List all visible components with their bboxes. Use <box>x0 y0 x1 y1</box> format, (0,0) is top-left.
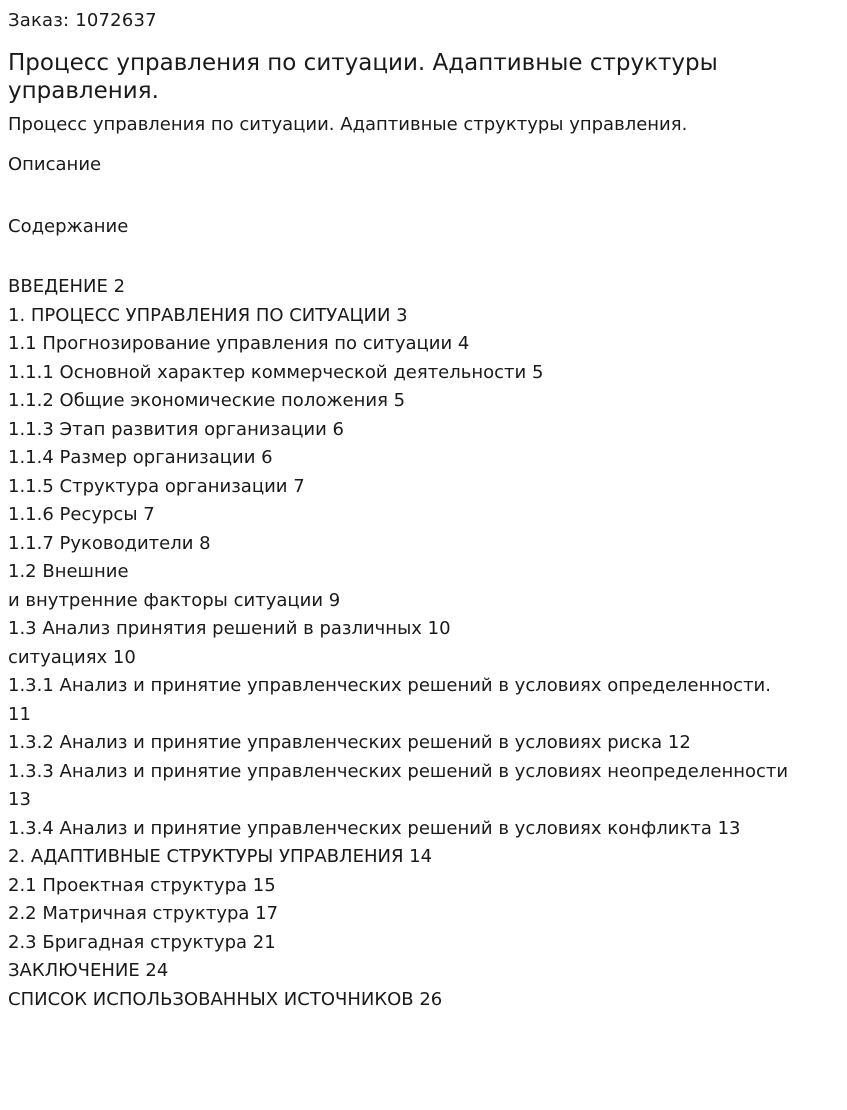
toc-line: 1.1.5 Структура организации 7 <box>8 475 305 497</box>
toc-line: 1.1.7 Руководители 8 <box>8 532 211 554</box>
toc-line: 2.3 Бригадная структура 21 <box>8 931 276 953</box>
order-number: Заказ: 1072637 <box>8 10 157 31</box>
toc-line: 2.1 Проектная структура 15 <box>8 874 276 896</box>
toc-line: 11 <box>8 703 31 725</box>
toc-line: 1.2 Внешние <box>8 561 129 582</box>
toc-line: ситуациях 10 <box>8 646 136 668</box>
toc-line: и внутренние факторы ситуации 9 <box>8 589 341 611</box>
toc-line: 2. АДАПТИВНЫЕ СТРУКТУРЫ УПРАВЛЕНИЯ 14 <box>8 846 433 867</box>
page-subtitle: Процесс управления по ситуации. Адаптивные структуры управления. <box>8 114 688 135</box>
toc-line: 1.1.3 Этап развития организации 6 <box>8 418 344 440</box>
toc-line: 1.1 Прогнозирование управления по ситуации 4 <box>8 333 470 354</box>
table-of-contents <box>8 273 839 1014</box>
toc-line: 1.3.1 Анализ и принятие управленческих решений в условиях определенности. <box>8 675 771 696</box>
toc-line: 1.1.6 Ресурсы 7 <box>8 504 155 525</box>
description-label: Описание <box>8 154 102 175</box>
toc-line: 1.1.2 Общие экономические положения 5 <box>8 390 406 411</box>
toc-line: 1.3.2 Анализ и принятие управленческих решений в условиях риска 12 <box>8 732 691 753</box>
toc-line: 1.3.3 Анализ и принятие управленческих решений в условиях неопределенности <box>8 760 789 782</box>
toc-line: 1.3.4 Анализ и принятие управленческих решений в условиях конфликта 13 <box>8 817 741 839</box>
toc-line: 1. ПРОЦЕСС УПРАВЛЕНИЯ ПО СИТУАЦИИ 3 <box>8 304 408 326</box>
toc-line: ЗАКЛЮЧЕНИЕ 24 <box>8 960 169 981</box>
contents-label: Содержание <box>8 216 129 237</box>
toc-line: 13 <box>8 789 31 810</box>
toc-line: ВВЕДЕНИЕ 2 <box>8 276 126 297</box>
toc-line: 1.1.1 Основной характер коммерческой деятельности 5 <box>8 361 544 383</box>
toc-line: 1.1.4 Размер организации 6 <box>8 447 273 468</box>
toc-line: СПИСОК ИСПОЛЬЗОВАННЫХ ИСТОЧНИКОВ 26 <box>8 988 443 1010</box>
page-title: Процесс управления по ситуации. Адаптивные структуры управления. <box>8 50 718 104</box>
toc-line: 2.2 Матричная структура 17 <box>8 903 279 924</box>
toc-line: 1.3 Анализ принятия решений в различных 10 <box>8 618 451 639</box>
